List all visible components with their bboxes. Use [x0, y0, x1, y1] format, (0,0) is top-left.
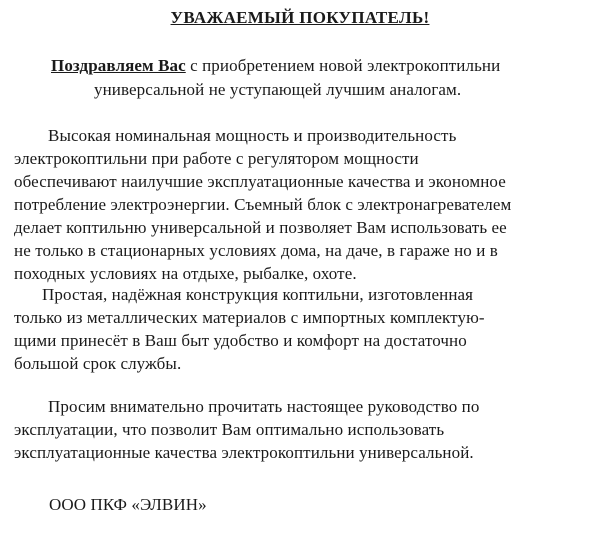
- p1-line: Высокая номинальная мощность и производительность: [48, 126, 457, 145]
- greeting-bold: Поздравляем Вас: [51, 56, 186, 75]
- p2-line: только из металлических материалов с импортных комплектую-: [14, 308, 485, 327]
- p2-line: большой срок службы.: [14, 354, 182, 373]
- p1-line: не только в стационарных условиях дома, на даче, в гараже но и в: [14, 241, 498, 260]
- p2-line: щими принесёт в Ваш быт удобство и комфорт на достаточно: [14, 331, 467, 350]
- document-title: УВАЖАЕМЫЙ ПОКУПАТЕЛЬ!: [170, 8, 430, 27]
- p1-line: обеспечивают наилучшие эксплуатационные качества и экономное: [14, 172, 506, 191]
- p1-line: делает коптильню универсальной и позволяет Вам использовать ее: [14, 218, 507, 237]
- p3-line: эксплуатационные качества электрокоптильни универсальной.: [14, 443, 474, 462]
- company-signature: ООО ПКФ «ЭЛВИН»: [49, 495, 207, 514]
- greeting-line-1: [51, 56, 500, 76]
- p1-line: электрокоптильни при работе с регулятором мощности: [14, 149, 419, 168]
- p3-line: Просим внимательно прочитать настоящее руководство по: [48, 397, 480, 416]
- p1-line: потребление электроэнергии. Съемный блок с электронагревателем: [14, 195, 512, 214]
- p1-line: походных условиях на отдыхе, рыбалке, охоте.: [14, 264, 357, 283]
- p2-line: Простая, надёжная конструкция коптильни, изготовленная: [42, 285, 474, 304]
- greeting-line-2: универсальной не уступающей лучшим аналогам.: [94, 80, 462, 99]
- p3-line: эксплуатации, что позволит Вам оптимально использовать: [14, 420, 445, 439]
- greeting-rest: с приобретением новой электрокоптильни: [185, 56, 501, 75]
